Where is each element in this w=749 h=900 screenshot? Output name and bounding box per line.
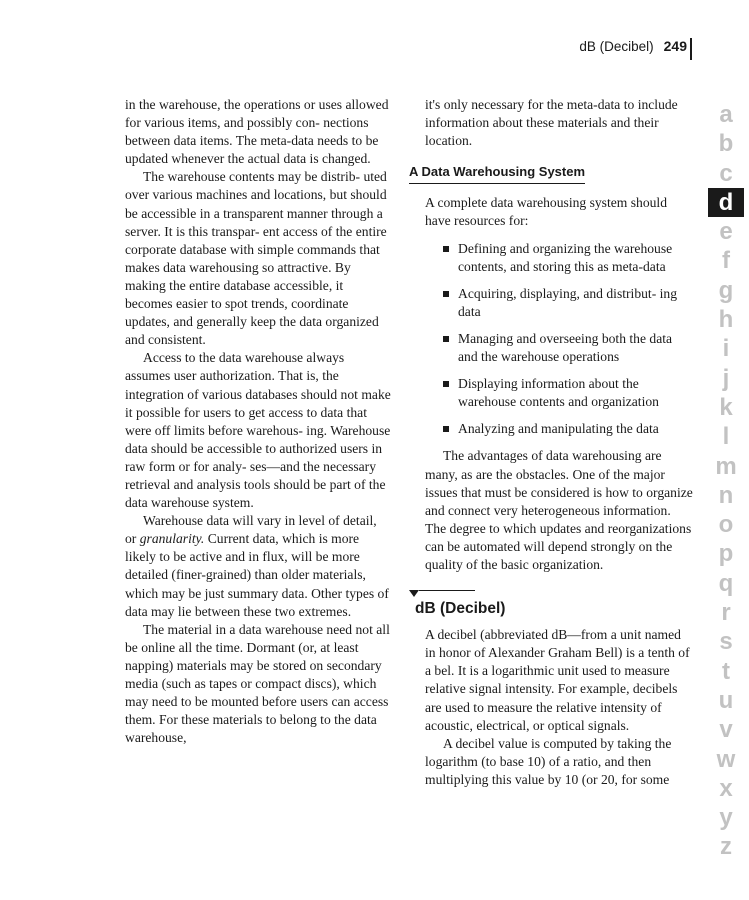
index-letter-q[interactable]: q	[718, 569, 734, 597]
bullet-square-icon	[443, 381, 449, 387]
paragraph: The warehouse contents may be distrib- uted over various machines and locations, but should be accessible in a transparent manner through a server. It is this transpar- ent access of the entire corporate database with simple commands that makes data warehousing so attractive. By making the entire database accessible, it becomes easier to spot trends, coordinate updates, and generally keep the data organized and consistent.	[125, 169, 387, 348]
bullet-item	[425, 330, 694, 366]
bullet-text: Analyzing and manipulating the data	[458, 421, 659, 437]
paragraph: it's only necessary for the meta-data to include information about these materials and their location.	[425, 97, 678, 149]
bullet-square-icon	[443, 426, 449, 432]
granularity-paragraph	[125, 512, 391, 621]
index-letter-l[interactable]: l	[722, 423, 730, 451]
index-letter-v[interactable]: v	[719, 716, 733, 744]
entry-heading: dB (Decibel)	[415, 600, 506, 618]
index-letter-m[interactable]: m	[715, 452, 737, 480]
entry-marker	[409, 590, 694, 602]
index-letter-z[interactable]: z	[720, 833, 732, 861]
granularity-lead: Warehouse data will vary in level of detail, or	[125, 513, 377, 547]
running-header	[579, 36, 692, 60]
paragraph: in the warehouse, the operations or uses allowed for various items, and possibly con- nections between data items. The meta-data needs to be updated whenever the actual data is changed.	[125, 97, 389, 167]
index-letter-a[interactable]: a	[719, 101, 733, 128]
index-letter-i[interactable]: i	[722, 335, 730, 363]
index-letter-h[interactable]: h	[718, 306, 734, 334]
bullet-text: Acquiring, displaying, and distribut- ing data	[458, 285, 677, 319]
paragraph: A decibel value is computed by taking the logarithm (to base 10) of a ratio, and then multiplying this value by 10 (or 20, for some	[425, 735, 672, 787]
alphabet-thumb-index	[708, 100, 744, 862]
running-title: dB (Decibel)	[579, 39, 654, 54]
index-letter-e[interactable]: e	[719, 218, 733, 246]
index-letter-j[interactable]: j	[722, 364, 730, 392]
section-heading: A Data Warehousing System	[409, 163, 585, 184]
index-letter-u[interactable]: u	[718, 686, 734, 714]
index-letter-w[interactable]: w	[716, 745, 736, 773]
bullet-text: Displaying information about the warehouse contents and organization	[458, 376, 659, 410]
bullet-list	[425, 240, 694, 439]
index-letter-p[interactable]: p	[718, 540, 734, 568]
bullet-text: Managing and overseeing both the data and the warehouse operations	[458, 330, 673, 365]
paragraph: Access to the data warehouse always assumes user authorization. That is, the integration of various databases should not make it possible for users to get access to data that were off limits before warehous- ing. Warehouse data should be accessible to authorized users in raw form or for analy- ses—and the necessary retrieval and analysis tools should be part of the data warehouse system.	[125, 350, 391, 511]
right-column	[409, 96, 694, 789]
index-letter-n[interactable]: n	[718, 481, 734, 509]
left-column	[125, 96, 391, 747]
index-letter-o[interactable]: o	[718, 511, 734, 539]
bullet-square-icon	[443, 291, 449, 297]
index-letter-g[interactable]: g	[718, 276, 734, 304]
bullet-square-icon	[443, 246, 449, 252]
index-letter-c[interactable]: c	[719, 159, 733, 187]
granularity-term: granularity.	[139, 531, 205, 547]
index-letter-s[interactable]: s	[719, 628, 733, 656]
index-letter-b[interactable]: b	[718, 130, 734, 158]
index-letter-y[interactable]: y	[719, 804, 733, 832]
page-number: 249	[664, 38, 692, 60]
index-letter-x[interactable]: x	[719, 774, 733, 802]
bullet-item	[425, 420, 694, 438]
granularity-rest: Current data, which is more likely to be active and in flux, will be more detailed (finer-grained) than older materials, which may be just summary data. Other types of data may lie between these two extremes.	[125, 531, 389, 619]
triangle-marker-icon	[409, 590, 419, 597]
index-letter-r[interactable]: r	[721, 599, 731, 627]
entry-rule	[419, 590, 475, 591]
index-letter-k[interactable]: k	[719, 393, 733, 421]
bullet-item	[425, 375, 694, 411]
paragraph: A decibel (abbreviated dB—from a unit named in honor of Alexander Graham Bell) is a tenth of a bel. It is a logarithmic unit used to measure relative signal intensity. For example, decibels are used to measure the relative intensity of acoustic, electrical, or optical signals.	[425, 627, 690, 733]
paragraph: The advantages of data warehousing are many, as are the obstacles. One of the major issues that must be considered is how to organize and connect very heterogeneous information. The degree to which updates and reorganizations can be automated will depend strongly on the quality of the basic organization.	[425, 448, 693, 572]
paragraph: The material in a data warehouse need not all be online all the time. Dormant (or, at least napping) materials may be stored on secondary media (such as tapes or compact discs), which may need to be mounted before users can access them. For these materials to belong to the data warehouse,	[125, 621, 390, 746]
index-letter-f[interactable]: f	[722, 247, 730, 275]
bullet-item	[425, 240, 694, 276]
index-letter-t[interactable]: t	[722, 657, 730, 685]
index-letter-d[interactable]: d	[708, 188, 744, 217]
section-intro: A complete data warehousing system should have resources for:	[425, 195, 667, 229]
bullet-item	[425, 285, 694, 321]
bullet-text: Defining and organizing the warehouse contents, and storing this as meta-data	[458, 240, 673, 274]
bullet-square-icon	[443, 336, 449, 342]
